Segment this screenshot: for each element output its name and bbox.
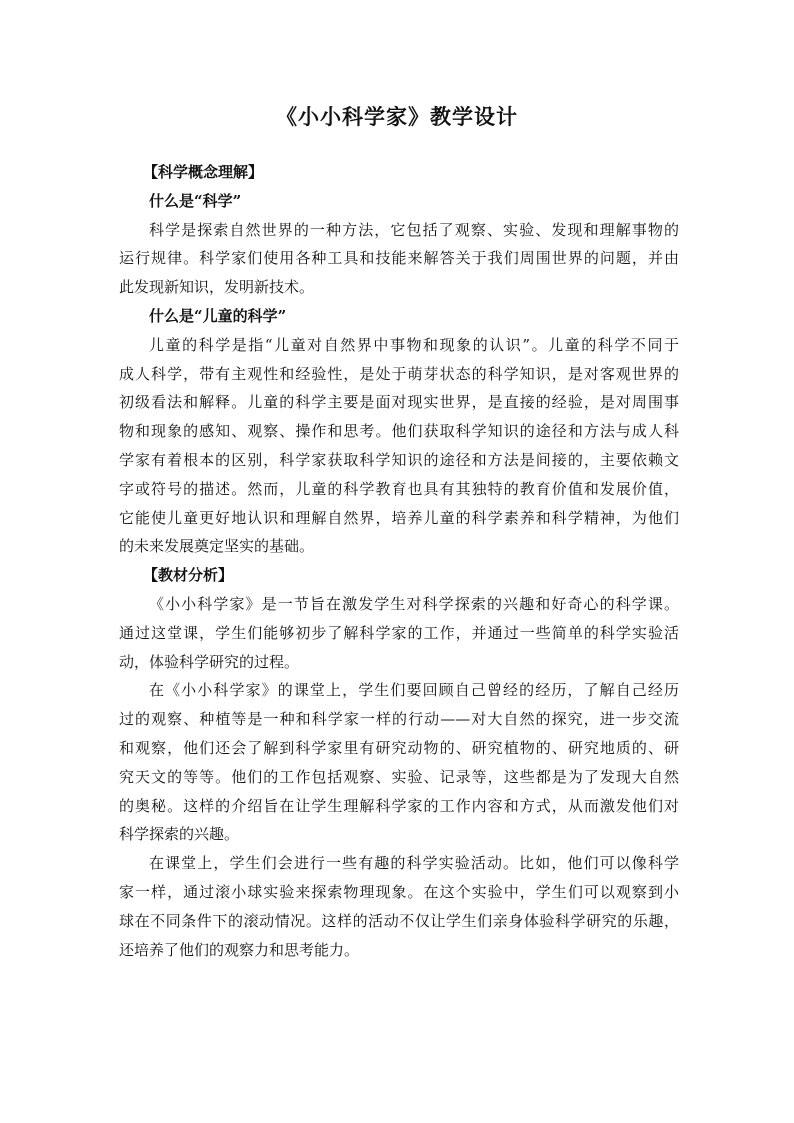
paragraph-line: 和观察，他们还会了解到科学家里有研究动物的、研究植物的、研究地质的、研 xyxy=(119,738,679,757)
paragraph-line: 物和现象的感知、观察、操作和思考。他们获取科学知识的途径和方法与成人科 xyxy=(119,422,679,441)
paragraph-line: 在课堂上，学生们会进行一些有趣的科学实验活动。比如，他们可以像科学 xyxy=(149,854,679,873)
paragraph-childrens-science xyxy=(119,331,679,561)
paragraph-line: 儿童的科学是指“儿童对自然界中事物和现象的认识”。儿童的科学不同于 xyxy=(149,335,679,354)
paragraph-analysis-classroom xyxy=(119,676,679,849)
paragraph-line: 此发现新知识，发明新技术。 xyxy=(119,278,315,297)
subheading-what-is-science: 什么是“科学” xyxy=(149,191,242,210)
paragraph-line: 初级看法和解释。儿童的科学主要是面对现实世界，是直接的经验，是对周围事 xyxy=(119,393,679,412)
subheading-childrens-science: 什么是“儿童的科学” xyxy=(149,306,287,325)
paragraph-line: 学家有着根本的区别，科学家获取科学知识的途径和方法是间接的，主要依赖文 xyxy=(119,450,679,469)
paragraph-line: 科学是探索自然世界的一种方法，它包括了观察、实验、发现和理解事物的 xyxy=(149,220,679,239)
section-heading-textbook-analysis: 【教材分析】 xyxy=(143,566,234,585)
paragraph-line: 它能使儿童更好地认识和理解自然界，培养儿童的科学素养和科学精神，为他们 xyxy=(119,508,679,527)
paragraph-line: 字或符号的描述。然而，儿童的科学教育也具有其独特的教育价值和发展价值， xyxy=(119,479,679,498)
section-heading-concept: 【科学概念理解】 xyxy=(143,163,264,181)
paragraph-line: 的未来发展奠定坚实的基础。 xyxy=(119,537,315,556)
paragraph-line: 运行规律。科学家们使用各种工具和技能来解答关于我们周围世界的问题，并由 xyxy=(119,249,679,268)
paragraph-line: 的奥秘。这样的介绍旨在让学生理解科学家的工作内容和方式，从而激发他们对 xyxy=(119,796,679,815)
paragraph-analysis-experiment xyxy=(119,849,679,964)
document-title: 《小小科学家》教学设计 xyxy=(276,104,518,129)
paragraph-line: 动，体验科学研究的过程。 xyxy=(119,652,300,671)
paragraph-line: 成人科学，带有主观性和经验性，是处于萌芽状态的科学知识，是对客观世界的 xyxy=(119,364,679,383)
paragraph-science-definition xyxy=(119,216,679,302)
paragraph-line: 球在不同条件下的滚动情况。这样的活动不仅让学生们亲身体验科学研究的乐趣， xyxy=(119,911,679,930)
paragraph-line: 家一样，通过滚小球实验来探索物理现象。在这个实验中，学生们可以观察到小 xyxy=(119,882,679,901)
paragraph-line: 通过这堂课，学生们能够初步了解科学家的工作，并通过一些简单的科学实验活 xyxy=(119,623,679,642)
paragraph-analysis-intro xyxy=(119,590,679,676)
paragraph-line: 还培养了他们的观察力和思考能力。 xyxy=(119,940,360,959)
paragraph-line: 过的观察、种植等是一种和科学家一样的行动——对大自然的探究，进一步交流 xyxy=(119,710,679,729)
paragraph-line: 《小小科学家》是一节旨在激发学生对科学探索的兴趣和好奇心的科学课。 xyxy=(149,594,679,613)
paragraph-line: 在《小小科学家》的课堂上，学生们要回顾自己曾经的经历，了解自己经历 xyxy=(149,681,679,700)
paragraph-line: 究天文的等等。他们的工作包括观察、实验、记录等，这些都是为了发现大自然 xyxy=(119,767,679,786)
document-body xyxy=(119,158,679,964)
paragraph-line: 科学探索的兴趣。 xyxy=(119,825,240,844)
